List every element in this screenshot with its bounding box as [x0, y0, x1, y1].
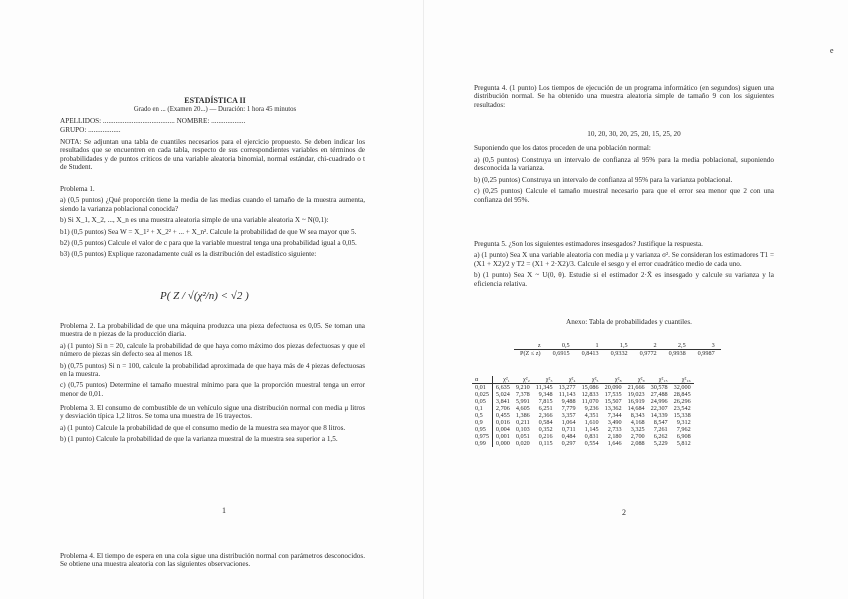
table-cell: 14,684: [627, 405, 645, 412]
table-cell: 0,1: [472, 405, 492, 412]
table-cell: 0,8413: [576, 350, 605, 358]
table-cell: 2,706: [495, 405, 510, 412]
table-cell: 3,357: [561, 412, 576, 419]
table-header-cell: χ²₁: [492, 376, 512, 384]
table-cell: 11,070: [581, 398, 599, 405]
question-5: [474, 240, 774, 291]
page-number-left: 1: [222, 506, 226, 515]
normal-table: [514, 342, 721, 357]
table-cell: 0,5: [472, 412, 492, 419]
question-5-item-b: b) (1 punto) Sea X ~ U(0, θ). Estudie si el estimador 2·X̄ es insesgado y calcule su varianza y la eficiencia relativa.: [474, 271, 774, 288]
table-cell: 2: [653, 342, 657, 349]
table-cell: 0,216: [538, 433, 553, 440]
table-cell: 13,277: [558, 384, 576, 391]
exam-note: NOTA: Se adjuntan una tabla de cuantiles necesarios para el ejercicio propuesto. Se deben indicar los resultados que se encuentren en cada tabla, respecto de sus correspondientes variables en términos de probabilidades y de puntos críticos de una variable aleatoria binomial, normal estándar, chi-cuadrado o t de Student.: [60, 138, 365, 172]
question-5-text: Pregunta 5. ¿Son los siguientes estimadores insesgados? Justifique la respuesta.: [474, 240, 703, 248]
table-cell: 0,016: [495, 419, 510, 426]
problem-1-formula: P( Z / √(χ²/n) < √2 ): [160, 290, 249, 302]
table-cell: 17,535: [604, 391, 622, 398]
table-cell: 1,5: [619, 342, 628, 349]
table-cell: 0,95: [472, 426, 492, 433]
table-cell: 0,9772: [634, 350, 663, 358]
sample-values: 10, 20, 30, 20, 25, 20, 15, 25, 20: [587, 130, 681, 138]
table-row: [472, 426, 694, 433]
table-row: [472, 419, 694, 426]
problem-4-text: Problema 4. El tiempo de espera en una cola sigue una distribución normal con parámetros desconocidos. Se obtiene una muestra aleatoria con las siguientes observaciones.: [60, 552, 365, 569]
table-cell: 0,9987: [692, 350, 721, 358]
table-caption: Anexo: Tabla de probabilidades y cuantiles.: [566, 318, 692, 326]
table-cell: 0,99: [472, 440, 492, 447]
problem-2: [60, 322, 365, 401]
table-cell: 7,378: [515, 391, 530, 398]
question-4-item-a: a) (0,5 puntos) Construya un intervalo de confianza al 95% para la media poblacional, suponiendo desconocida la varianza.: [474, 156, 774, 173]
table-cell: 1,064: [561, 419, 576, 426]
problem-3: [60, 404, 365, 447]
table-cell: 2,5: [677, 342, 686, 349]
table-cell: 0,484: [561, 433, 576, 440]
problem-2-item-b: b) (0,75 puntos) Si n = 100, calcule la probabilidad aproximada de que haya más de 4 piezas defectuosas en la muestra.: [60, 361, 365, 379]
problem-3-text: Problema 3. El consumo de combustible de un vehículo sigue una distribución normal con media μ litros y desviación típica 1,2 litros. Se toma una muestra de 16 trayectos.: [60, 404, 365, 421]
table-cell: 23,542: [673, 405, 691, 412]
table-cell: 0,020: [515, 440, 530, 447]
table-row: [472, 412, 694, 419]
table-cell: 3: [711, 342, 715, 349]
table-header-cell: χ²₉: [625, 376, 648, 384]
problem-2-text: Problema 2. La probabilidad de que una máquina produzca una pieza defectuosa es 0,05. Se toman una muestra de n piezas de la producción diaria.: [60, 322, 365, 339]
table-cell: 6,251: [538, 405, 553, 412]
normal-table-z-row: [514, 342, 721, 350]
table-cell: 13,362: [604, 405, 622, 412]
table-cell: 1,386: [515, 412, 530, 419]
exam-subtitle: Grado en ... (Examen 20...) — Duración: 1 hora 45 minutos: [133, 106, 297, 113]
table-row: [472, 384, 694, 392]
problem-1-item-b2: b2) (0,5 puntos) Calcule el valor de c para que la variable muestral tenga una probabilidad igual a 0,05.: [60, 239, 357, 248]
right-page: [424, 0, 848, 599]
problem-1-item-b3: b3) (0,5 puntos) Explique razonadamente cuál es la distribución del estadístico siguiente:: [60, 250, 317, 259]
table-cell: 19,023: [627, 391, 645, 398]
table-cell: 0,297: [561, 440, 576, 447]
table-cell: 0,025: [472, 391, 492, 398]
problem-1-item-a: a) (0,5 puntos) ¿Qué proporción tiene la media de las medias cuando el tamaño de la muestra aumenta, siendo la varianza poblacional conocida?: [60, 196, 365, 213]
exam-title: ESTADÍSTICA II: [184, 96, 246, 105]
table-cell: 4,168: [630, 419, 645, 426]
table-cell: 27,488: [650, 391, 668, 398]
table-header-cell: χ²₅: [579, 376, 602, 384]
table-cell: 7,779: [561, 405, 576, 412]
table-cell: 2,088: [630, 440, 645, 447]
table-cell: 0,9938: [663, 350, 692, 358]
table-cell: 0,6915: [547, 350, 576, 358]
table-cell: 3,490: [607, 419, 622, 426]
table-cell: 0,05: [472, 398, 492, 405]
table-cell: 32,000: [673, 384, 691, 391]
table-cell: 5,024: [495, 391, 510, 398]
table-cell: 0,584: [538, 419, 553, 426]
table-cell: z: [537, 342, 541, 349]
table-cell: 0,455: [495, 412, 510, 419]
table-cell: 0,115: [538, 440, 553, 447]
problem-1-item-b: b) Si X_1, X_2, ..., X_n es una muestra aleatoria simple de una variable aleatoria X ~ N(0,1):: [60, 216, 329, 225]
sample-summary: Suponiendo que los datos proceden de una población normal:: [474, 144, 651, 152]
question-4-item-b: b) (0,25 puntos) Construya un intervalo de confianza al 95% para la varianza poblacional.: [474, 175, 733, 184]
table-cell: 0,001: [495, 433, 510, 440]
problem-1: [60, 185, 365, 262]
table-cell: P(Z ≤ z): [514, 350, 547, 358]
table-cell: 11,143: [558, 391, 576, 398]
table-cell: 21,666: [627, 384, 645, 391]
table-header-cell: χ²₂: [513, 376, 533, 384]
table-cell: 0,051: [515, 433, 530, 440]
table-cell: 7,344: [607, 412, 622, 419]
table-cell: 5,991: [515, 398, 530, 405]
table-cell: 9,210: [515, 384, 530, 391]
table-cell: 9,236: [584, 405, 599, 412]
page-number-right: 2: [622, 508, 626, 517]
group-line: GRUPO: ..................: [60, 126, 121, 134]
table-cell: 3,841: [495, 398, 510, 405]
table-header-cell: χ²₁₅: [648, 376, 671, 384]
table-cell: 28,845: [673, 391, 691, 398]
chi-table-header: [472, 376, 694, 384]
problem-1-item-b1: b1) (0,5 puntos) Sea W = X_1² + X_2² + ... + X_n². Calcule la probabilidad de que W sea mayor que 5.: [60, 227, 357, 236]
table-cell: 15,086: [581, 384, 599, 391]
table-cell: 0,5: [561, 342, 570, 349]
table-cell: 1: [595, 342, 599, 349]
table-cell: 0,831: [584, 433, 599, 440]
table-cell: 24,996: [650, 398, 668, 405]
table-cell: 0,004: [495, 426, 510, 433]
table-header-cell: χ²₄: [556, 376, 579, 384]
question-4-item-c: c) (0,25 puntos) Calcule el tamaño muestral necesario para que el error sea menor que 2 con una confianza del 95%.: [474, 187, 774, 204]
table-cell: 22,307: [650, 405, 668, 412]
table-cell: 4,351: [584, 412, 599, 419]
table-cell: 30,578: [650, 384, 668, 391]
table-cell: 6,635: [495, 384, 510, 391]
table-cell: 6,908: [676, 433, 691, 440]
table-cell: 26,296: [673, 398, 691, 405]
table-cell: 2,733: [607, 426, 622, 433]
table-cell: 1,145: [584, 426, 599, 433]
table-cell: 9,348: [538, 391, 553, 398]
table-cell: 7,962: [676, 426, 691, 433]
table-cell: 5,812: [676, 440, 691, 447]
table-row: [472, 440, 694, 447]
table-cell: 0,554: [584, 440, 599, 447]
table-cell: 14,339: [650, 412, 668, 419]
table-cell: 15,338: [673, 412, 691, 419]
table-row: [472, 391, 694, 398]
problem-2-item-a: a) (1 punto) Si n = 20, calcule la probabilidad de que haya como máximo dos piezas defectuosas y que el número de piezas sin defecto sea al menos 18.: [60, 341, 365, 359]
table-cell: 20,090: [604, 384, 622, 391]
table-cell: 1,610: [584, 419, 599, 426]
question-4-intro: Pregunta 4. (1 punto) Los tiempos de ejecución de un programa informático (en segundos) siguen una distribución normal. Se ha obtenido una muestra aleatoria simple de tamaño 9 con los siguientes resultados:: [474, 84, 774, 109]
table-cell: 0,000: [495, 440, 510, 447]
table-cell: 8,343: [630, 412, 645, 419]
table-cell: 0,211: [516, 419, 530, 426]
table-cell: 15,507: [604, 398, 622, 405]
table-cell: 0,352: [538, 426, 553, 433]
table-cell: 2,180: [607, 433, 622, 440]
table-row: [472, 433, 694, 440]
table-cell: 0,9332: [605, 350, 634, 358]
corner-mark: e: [830, 46, 834, 55]
table-cell: 5,229: [653, 440, 668, 447]
table-cell: 7,261: [653, 426, 668, 433]
table-header-cell: χ²₈: [602, 376, 625, 384]
table-header-cell: χ²₁₆: [671, 376, 694, 384]
table-cell: 1,646: [607, 440, 622, 447]
table-cell: 0,9: [472, 419, 492, 426]
question-4-items: [474, 156, 774, 207]
student-name-line: APELLIDOS: ........................................ NOMBRE: ...................: [60, 117, 246, 125]
table-row: [472, 398, 694, 405]
table-cell: 3,325: [630, 426, 645, 433]
table-cell: 0,711: [561, 426, 576, 433]
question-5-item-a: a) (1 punto) Sea X una variable aleatoria con media μ y varianza σ². Se consideran los estimadores T1 = (X1 + X2)/2 y T2 = (X1 + 2·X2)/3. Calcule el sesgo y el error cuadrático medio de cada uno.: [474, 251, 774, 268]
problem-3-item-b: b) (1 punto) Calcule la probabilidad de que la varianza muestral de la muestra sea superior a 1,5.: [60, 435, 338, 444]
problem-3-item-a: a) (1 punto) Calcule la probabilidad de que el consumo medio de la muestra sea mayor que 8 litros.: [60, 423, 346, 432]
table-cell: 4,605: [515, 405, 530, 412]
table-cell: 6,262: [653, 433, 668, 440]
table-cell: 7,815: [538, 398, 553, 405]
problem-2-item-c: c) (0,75 puntos) Determine el tamaño muestral mínimo para que la proporción muestral tenga un error menor de 0,01.: [60, 381, 365, 398]
table-cell: 8,547: [653, 419, 668, 426]
table-row: [472, 405, 694, 412]
table-cell: 9,312: [676, 419, 691, 426]
chi-square-table: [472, 376, 694, 447]
table-cell: 11,345: [535, 384, 553, 391]
table-cell: 2,366: [538, 412, 553, 419]
table-cell: 0,975: [472, 433, 492, 440]
table-cell: 2,700: [630, 433, 645, 440]
table-header-cell: χ²₃: [533, 376, 556, 384]
table-cell: 16,919: [627, 398, 645, 405]
problem-1-title: Problema 1.: [60, 185, 95, 193]
table-cell: 0,103: [515, 426, 530, 433]
table-cell: 9,488: [561, 398, 576, 405]
table-cell: 0,01: [472, 384, 492, 392]
table-header-cell: α: [472, 376, 492, 384]
normal-table-p-row: [514, 350, 721, 358]
table-cell: 12,833: [581, 391, 599, 398]
